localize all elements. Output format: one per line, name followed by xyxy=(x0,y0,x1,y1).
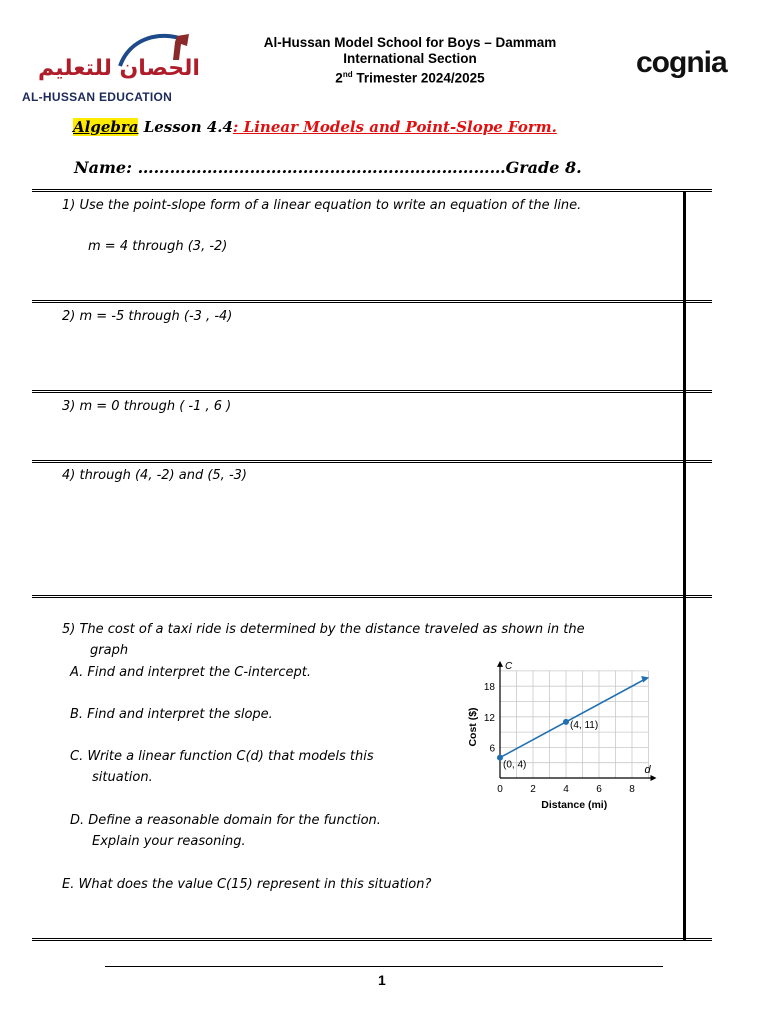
cognia-logo: cognia xyxy=(636,46,727,79)
question-5d: D. Define a reasonable domain for the function. xyxy=(70,813,381,828)
x-tick-label: 8 xyxy=(629,784,635,795)
lesson-title xyxy=(73,118,557,136)
question-5e: E. What does the value C(15) represent in this situation? xyxy=(62,877,432,892)
question-5a: A. Find and interpret the C-intercept. xyxy=(70,665,311,680)
x-axis-letter: d xyxy=(644,764,651,776)
series-line xyxy=(500,679,645,758)
question-2: 2) m = -5 through (-3 , -4) xyxy=(62,309,233,324)
question-1-given: m = 4 through (3, -2) xyxy=(88,239,228,254)
question-5c-cont: situation. xyxy=(92,770,153,785)
y-tick-label: 12 xyxy=(483,712,495,724)
x-tick-label: 2 xyxy=(530,784,536,795)
margin-column-line xyxy=(683,191,686,941)
page-number: 1 xyxy=(378,972,386,988)
y-tick-label: 6 xyxy=(489,743,495,755)
question-5: 5) The cost of a taxi ride is determined by the distance traveled as shown in the xyxy=(62,622,585,637)
divider xyxy=(32,300,712,303)
divider xyxy=(32,460,712,463)
name-grade-line: Name: ……………………………………………………………Grade 8. xyxy=(74,158,582,177)
data-label: (4, 11) xyxy=(570,719,599,731)
x-tick-label: 6 xyxy=(596,784,602,795)
subject-label: Algebra xyxy=(73,118,139,136)
school-name: Al-Hussan Model School for Boys – Dammam xyxy=(263,35,557,50)
y-axis-arrow xyxy=(497,661,503,667)
data-label: (0, 4) xyxy=(503,759,527,771)
trimester: 2nd Trimester 2024/2025 xyxy=(335,70,485,86)
logo-english-text: AL-HUSSAN EDUCATION xyxy=(22,90,173,104)
question-5b: B. Find and interpret the slope. xyxy=(70,707,273,722)
school-heading xyxy=(200,35,620,87)
y-axis-label: Cost ($) xyxy=(467,707,479,747)
divider xyxy=(32,189,712,192)
x-axis-label: Distance (mi) xyxy=(541,799,608,811)
y-axis-letter: C xyxy=(505,660,513,672)
x-axis-arrow xyxy=(651,775,657,781)
taxi-cost-graph xyxy=(460,658,670,818)
question-5d-cont: Explain your reasoning. xyxy=(92,834,246,849)
series-arrow xyxy=(641,676,649,683)
question-4: 4) through (4, -2) and (5, -3) xyxy=(62,468,247,483)
logo-arabic-text: الحصان للتعليم xyxy=(38,56,200,81)
question-3: 3) m = 0 through ( -1 , 6 ) xyxy=(62,399,232,414)
divider xyxy=(32,938,712,941)
lesson-topic: : Linear Models and Point-Slope Form. xyxy=(232,118,557,136)
question-1: 1) Use the point-slope form of a linear equation to write an equation of the line. xyxy=(62,198,582,213)
x-tick-label: 4 xyxy=(563,784,569,795)
question-5c: C. Write a linear function C(d) that models this xyxy=(70,749,374,764)
lesson-number: Lesson 4.4 xyxy=(138,118,233,136)
footer-rule xyxy=(105,966,663,967)
data-point xyxy=(563,719,569,725)
divider xyxy=(32,390,712,393)
y-tick-label: 18 xyxy=(483,682,495,694)
x-tick-label: 0 xyxy=(497,784,503,795)
school-section: International Section xyxy=(343,51,477,66)
school-logo xyxy=(20,30,200,110)
question-5-cont: graph xyxy=(90,643,129,658)
divider xyxy=(32,595,712,598)
